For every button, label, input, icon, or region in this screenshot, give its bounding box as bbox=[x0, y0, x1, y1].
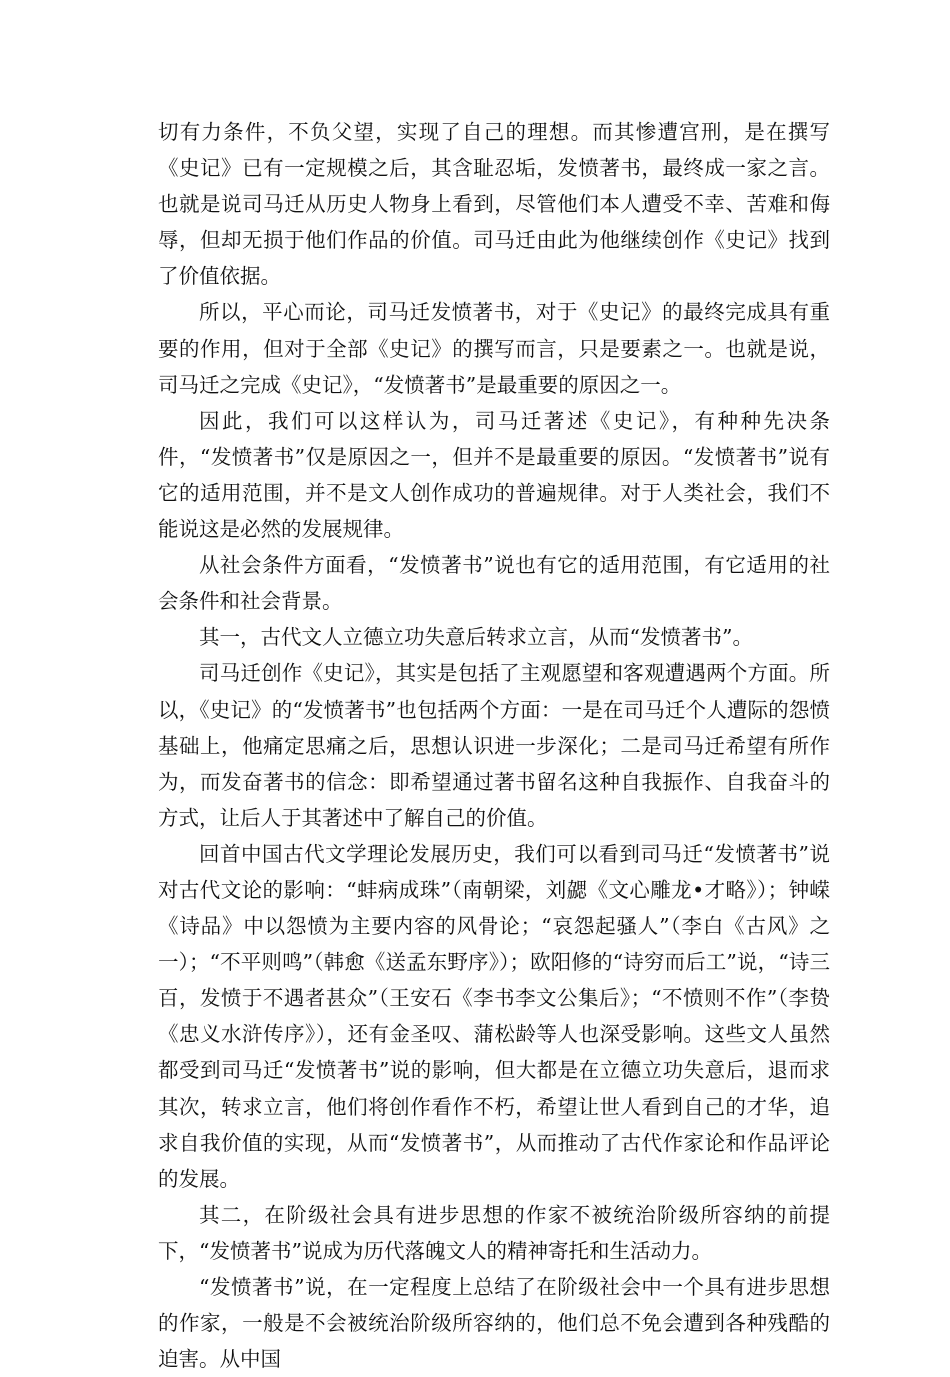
paragraph-2: 所以，平心而论，司马迁发愤著书，对于《史记》的最终完成具有重要的作用，但对于全部《史记》的撰写而言，只是要素之一。也就是说，司马迁之完成《史记》，“发愤著书”是最重要的原因之一。 bbox=[158, 300, 830, 397]
paragraph-5: 其一，古代文人立德立功失意后转求立言，从而“发愤著书”。 bbox=[199, 625, 753, 650]
paragraph-7: 回首中国古代文学理论发展历史，我们可以看到司马迁“发愤著书”说对古代文论的影响：“蚌病成珠”（南朝梁，刘勰《文心雕龙•才略》）；钟嵘《诗品》中以怨愤为主要内容的风骨论；“哀怨起骚人”（李白《古风》之一）；“不平则鸣”（韩愈《送孟东野序》）；欧阳修的“诗穷而后工”说，“诗三百，发愤于不遇者甚众”（王安石《李书李文公集后》；“不愤则不作”（李贽《忠义水浒传序》），还有金圣叹、蒲松龄等人也深受影响。这些文人虽然都受到司马迁“发愤著书”说的影响，但大都是在立德立功失意后，退而求其次，转求立言，他们将创作看作不朽，希望让世人看到自己的才华，追求自我价值的实现，从而“发愤著书”，从而推动了古代作家论和作品评论的发展。 bbox=[158, 841, 830, 1191]
paragraph-9: “发愤著书”说，在一定程度上总结了在阶级社会中一个具有进步思想的作家，一般是不会被统治阶级所容纳的，他们总不免会遭到各种残酷的迫害。从中国 bbox=[158, 1275, 830, 1372]
paragraph-1: 切有力条件，不负父望，实现了自己的理想。而其惨遭宫刑，是在撰写《史记》已有一定规模之后，其含耻忍垢，发愤著书，最终成一家之言。也就是说司马迁从历史人物身上看到，尽管他们本人遭受不幸、苦难和侮辱，但却无损于他们作品的价值。司马迁由此为他继续创作《史记》找到了价值依据。 bbox=[158, 120, 830, 289]
paragraph-6: 司马迁创作《史记》，其实是包括了主观愿望和客观遭遇两个方面。所以，《史记》的“发愤著书”也包括两个方面：一是在司马迁个人遭际的怨愤基础上，他痛定思痛之后，思想认识进一步深化；二是司马迁希望有所作为，而发奋著书的信念：即希望通过著书留名这种自我振作、自我奋斗的方式，让后人于其著述中了解自己的价值。 bbox=[158, 661, 830, 830]
document-body bbox=[158, 114, 830, 1377]
paragraph-8: 其二，在阶级社会具有进步思想的作家不被统治阶级所容纳的前提下，“发愤著书”说成为历代落魄文人的精神寄托和生活动力。 bbox=[158, 1202, 830, 1263]
paragraph-3: 因此，我们可以这样认为，司马迁著述《史记》，有种种先决条件，“发愤著书”仅是原因之一，但并不是最重要的原因。“发愤著书”说有它的适用范围，并不是文人创作成功的普遍规律。对于人类社会，我们不能说这是必然的发展规律。 bbox=[158, 408, 830, 542]
paragraph-4: 从社会条件方面看，“发愤著书”说也有它的适用范围，有它适用的社会条件和社会背景。 bbox=[158, 553, 830, 614]
